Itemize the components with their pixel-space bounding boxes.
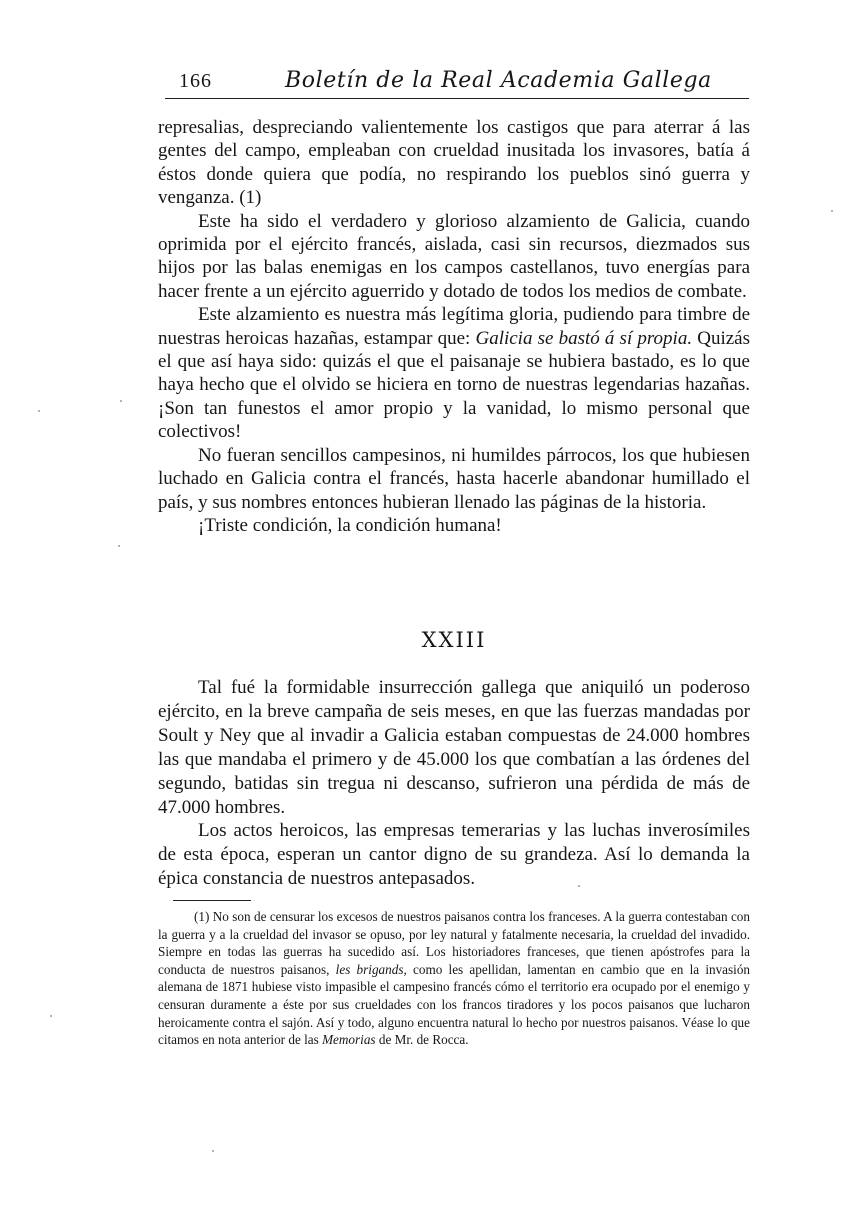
section-paragraph-1: Tal fué la formidable insurrección gallega que aniquiló un poderoso ejército, en la breve campaña de seis meses, en que las fuerzas mandadas por Soult y Ney que al invadir a Galicia estaban compuestas de 24.000 hombres las que mandaba el primero y de 45.000 los que combatían a las órdenes del segundo, batidas sin tregua ni descanso, sufrieron una pérdida de más de 47.000 hombres.: [158, 677, 750, 818]
section-heading: XXIII: [421, 628, 487, 652]
footnote-text-b: como les apellidan, lamentan en cambio que en la invasión alemana de 1871 hubiese visto impasible el campesino francés cómo el territorio era ocupado por el enemigo y censuran duramente a éste por sus crueldades con los francos tiradores y los pocos paisanos que lucharon heroicamente contra el sajón. Así y todo, alguno encuentra natural lo hecho por nuestros paisanos. Véase lo que citamos en nota anterior de las: [158, 961, 751, 1048]
page-header: [165, 66, 749, 100]
section-paragraph-2: Los actos heroicos, las empresas temerarias y las luchas inverosímiles de esta época, esperan un cantor digno de su grandeza. Así lo demanda la épica constancia de nuestros antepasados.: [158, 820, 750, 890]
header-rule: [165, 98, 749, 99]
scan-speck: [50, 1015, 52, 1017]
footnote-text-c: de Mr. de Rocca.: [375, 1032, 469, 1048]
scan-speck: [120, 400, 122, 402]
footnote-rule: [173, 900, 251, 901]
footnote-text-a: (1) No son de censurar los excesos de nuestros paisanos contra los franceses. A la guerra contestaban con la guerra y a la crueldad del invasor se opuso, por ley natural y fatalmente necesaria, la crueldad del invadido. Siempre en todas las guerras ha sucedido así. Los historiadores franceses, que tienen apóstrofes para la conducta de nuestros paisanos,: [158, 909, 750, 977]
paragraph-2: Este ha sido el verdadero y glorioso alzamiento de Galicia, cuando oprimida por el ejército francés, aislada, casi sin recursos, diezmados sus hijos por las balas enemigas en los campos castellanos, tuvo energías para hacer frente a un ejército aguerrido y dotado de todos los medios de combate.: [158, 210, 750, 302]
footnote: [158, 908, 750, 1049]
page-number: 166: [179, 70, 212, 92]
paragraph-3: [158, 303, 750, 443]
paragraph-3-text-b: Quizás el que así haya sido: quizás el que el paisanaje se hubiera bastado, es lo que haya hecho que el olvido se hiciera en torno de nuestras legendarias hazañas. ¡Son tan funestos el amor propio y la vanidad, lo mismo personal que colectivos!: [158, 327, 751, 443]
scan-speck: [118, 545, 120, 547]
footnote-italic-brigands: les brigands,: [335, 961, 407, 977]
paragraph-5: ¡Triste condición, la condición humana!: [198, 514, 502, 536]
paragraph-4: No fueran sencillos campesinos, ni humildes párrocos, los que hubiesen luchado en Galicia contra el francés, hasta hacerle abandonar humillado el país, y sus nombres entonces hubieran llenado las páginas de la historia.: [158, 444, 750, 513]
footnote-italic-memorias: Memorias: [322, 1032, 376, 1048]
scan-speck: [38, 410, 40, 412]
scan-speck: [831, 210, 833, 212]
scan-speck: [212, 1150, 214, 1152]
paragraph-3-italic: Galicia se bastó á sí propia.: [475, 327, 693, 349]
running-title: Boletín de la Real Academia Gallega: [285, 68, 712, 93]
paragraph-3-text-a: Este alzamiento es nuestra más legítima gloria, pudiendo para timbre de nuestras heroicas hazañas, estampar que:: [158, 304, 750, 349]
section-body-text: [158, 676, 750, 891]
paragraph-1: represalias, despreciando valientemente los castigos que para aterrar á las gentes del campo, empleaban con crueldad inusitada los invasores, batía á éstos donde quiera que podía, no respirando los pueblos sinó guerra y venganza. (1): [158, 117, 750, 209]
body-text: [158, 116, 750, 537]
